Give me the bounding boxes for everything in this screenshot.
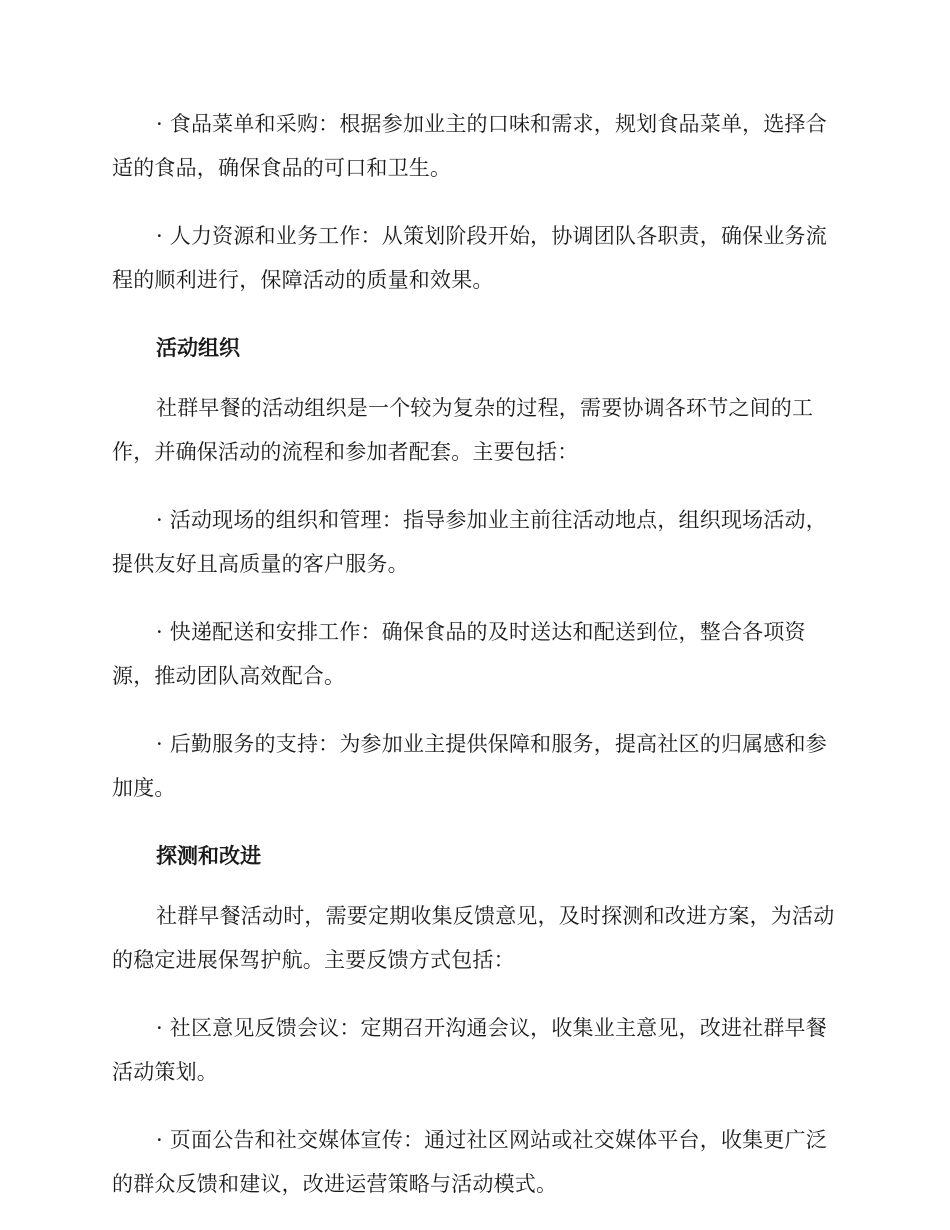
bullet-food-menu: · 食品菜单和采购：根据参加业主的口味和需求，规划食品菜单，选择合适的食品，确保食品的可口和卫生。 (112, 112, 827, 180)
bullet-human-resources: · 人力资源和业务工作：从策划阶段开始，协调团队各职责，确保业务流程的顺利进行，保障活动的质量和效果。 (112, 224, 827, 292)
section-heading-detection-improvement: 探测和改进 (156, 844, 261, 868)
section-heading-activity-organization: 活动组织 (156, 336, 240, 360)
bullet-logistics-support: · 后勤服务的支持：为参加业主提供保障和服务，提高社区的归属感和参加度。 (112, 732, 827, 800)
bullet-feedback-meeting: · 社区意见反馈会议：定期召开沟通会议，收集业主意见，改进社群早餐活动策划。 (112, 1016, 827, 1084)
paragraph-activity-organization-intro: 社群早餐的活动组织是一个较为复杂的过程，需要协调各环节之间的工作，并确保活动的流程和参加者配套。主要包括： (112, 396, 814, 464)
bullet-onsite-management: · 活动现场的组织和管理：指导参加业主前往活动地点，组织现场活动，提供友好且高质量的客户服务。 (112, 508, 827, 576)
bullet-social-media: · 页面公告和社交媒体宣传：通过社区网站或社交媒体平台，收集更广泛的群众反馈和建议，改进运营策略与活动模式。 (112, 1128, 827, 1196)
bullet-delivery: · 快递配送和安排工作：确保食品的及时送达和配送到位，整合各项资源，推动团队高效配合。 (112, 620, 806, 688)
paragraph-detection-improvement-intro: 社群早餐活动时，需要定期收集反馈意见，及时探测和改进方案，为活动的稳定进展保驾护航。主要反馈方式包括： (112, 904, 835, 972)
